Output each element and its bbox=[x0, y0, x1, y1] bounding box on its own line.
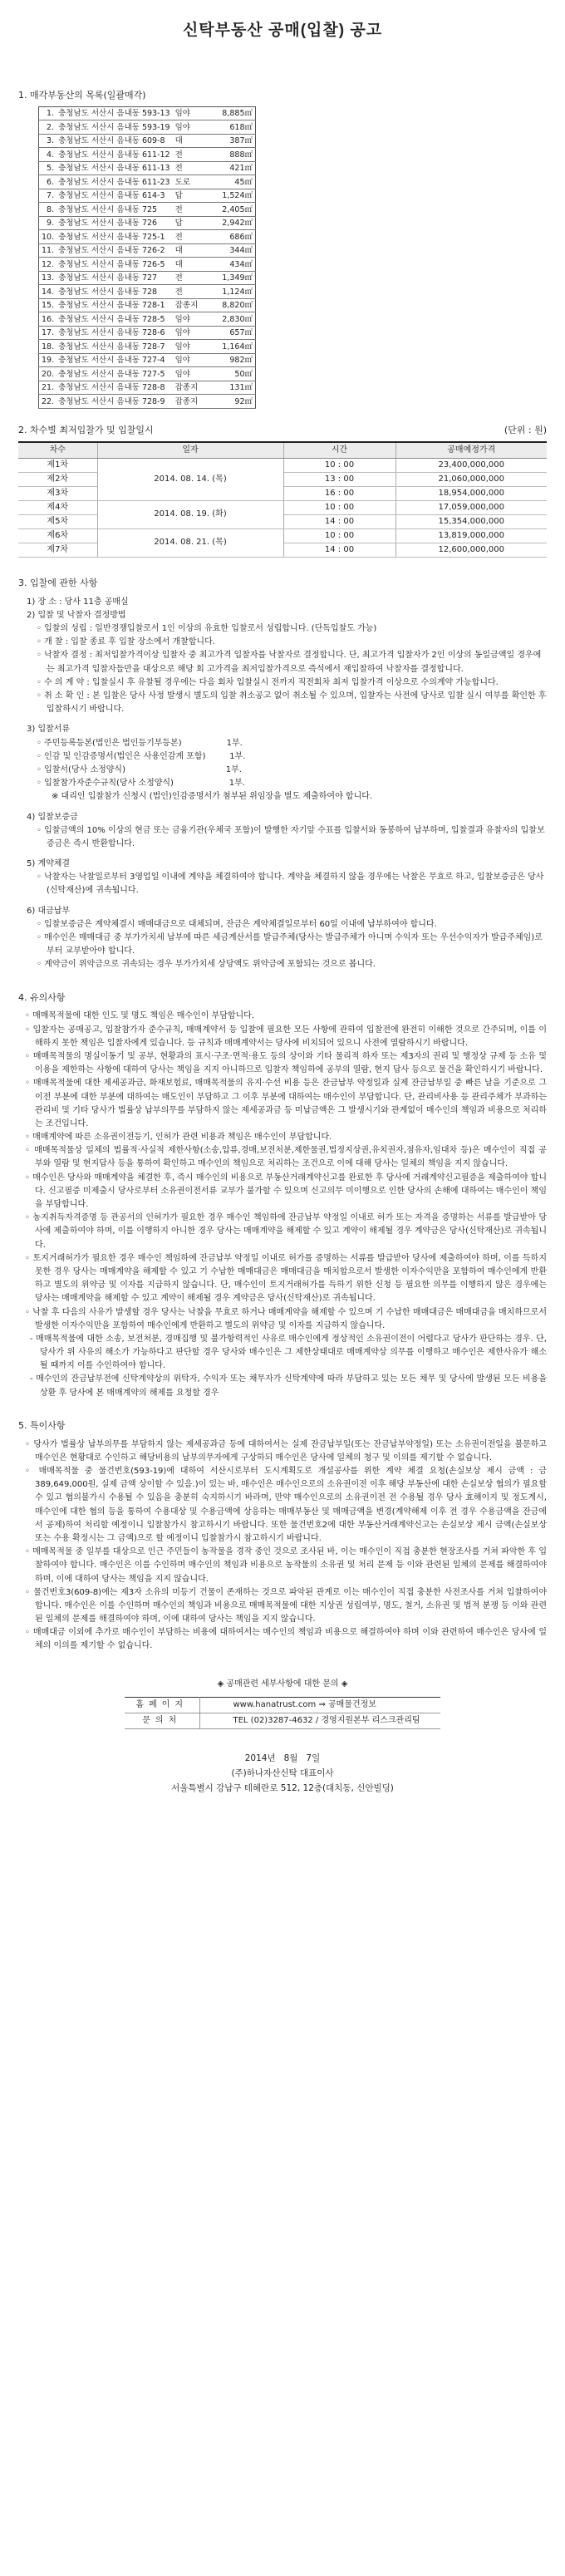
property-no-cell: 14. bbox=[39, 285, 56, 299]
property-addr-cell: 충청남도 서산시 음내동 727-4 bbox=[56, 353, 172, 367]
property-area-cell: 2,405㎡ bbox=[204, 203, 256, 217]
table-row bbox=[39, 230, 256, 244]
property-area-cell: 618㎡ bbox=[204, 120, 256, 135]
property-area-cell: 421㎡ bbox=[204, 161, 256, 175]
price-cell: 13,819,000,000 bbox=[396, 528, 547, 543]
table-row bbox=[39, 258, 256, 272]
subheading: 6) 대금납부 bbox=[27, 906, 71, 916]
caution-item: ◦ 매수인은 당사와 매매계약을 체결한 후, 즉시 매수인의 비용으로 부동산거래계약신고를 완료한 후 당사에 거래계약신고필증을 제출하여야 합니다. 신고필증 미제출시 당사로부터 소유권이전서류 교부가 불가할 수 있으며 신고의무 미이행으로 인한 당사의 손해에 대하여는 매수인이 책임을 부담합니다. bbox=[25, 1172, 547, 1209]
property-cat-cell: 잡종지 bbox=[173, 395, 204, 409]
caution-item: ◦ 낙찰 후 다음의 사유가 발생할 경우 당사는 낙찰을 무효로 하거나 매매계약을 해제할 수 있으며 기 수납한 매매대금은 매매대금을 매치하므로서 발생한 이자수익만을 포함하여 매수인에게 반환하고 별도의 위약금 및 이자를 지급하지 않습니다. bbox=[25, 1307, 547, 1330]
table-row bbox=[39, 340, 256, 354]
property-no-cell: 9. bbox=[39, 216, 56, 230]
bullet-item: ◦ 입찰보증금은 계약체결시 매매대금으로 대체되며, 잔금은 계약체결일로부터 60일 이내에 납부하여야 합니다. bbox=[37, 919, 437, 929]
table-row bbox=[39, 395, 256, 409]
unit-label: (단위 : 원) bbox=[504, 424, 547, 435]
property-addr-cell: 충청남도 서산시 음내동 725-1 bbox=[56, 230, 172, 244]
round-cell: 제5차 bbox=[18, 514, 97, 528]
property-no-cell: 5. bbox=[39, 161, 56, 175]
property-addr-cell: 충청남도 서산시 음내동 726-2 bbox=[56, 243, 172, 258]
property-cat-cell: 도로 bbox=[173, 175, 204, 189]
bullet-item: ◦ 낙찰자는 낙찰일로부터 3영업일 이내에 계약을 체결하여야 합니다. 계약을 체결하지 않을 경우에는 낙찰은 무효로 하고, 입찰보증금은 당사(신탁재산)에 귀속됩니다. bbox=[37, 873, 544, 896]
property-no-cell: 13. bbox=[39, 271, 56, 285]
section-property-list bbox=[18, 89, 547, 409]
property-area-cell: 1,524㎡ bbox=[204, 189, 256, 203]
caution-item: ◦ 매매목적물의 명실이동기 및 공부, 현황과의 표시·구조·면적·용도 등의 상이와 기타 물리적 하자 또는 제3자의 권리 및 행정상 규제 등 소유 및 이용을 제한하는 사항에 대하여 당사는 책임을 지지 아니하므로 입찰자 책임하에 공부의 열람, 현지 답사 등으로 물건을 확인하시기 바랍니다. bbox=[25, 1051, 547, 1075]
property-addr-cell: 충청남도 서산시 음내동 593-19 bbox=[56, 120, 172, 135]
price-cell: 18,954,000,000 bbox=[396, 486, 547, 500]
property-area-cell: 131㎡ bbox=[204, 381, 256, 395]
section-bidding bbox=[18, 576, 547, 972]
caution-item: ◦ 입찰자는 공매공고, 입찰참가자 준수규칙, 매매계약서 등 입찰에 필요한 모든 사항에 관하여 입찰전에 완전히 이해한 것으로 간주되며, 이를 이해하지 못한 책임은 입찰자에게 있습니다. 등 규칙과 매매계약서는 당사에 비치되어 있으니 사전에 열람하시기 바랍니다. bbox=[25, 1025, 547, 1048]
property-cat-cell: 전 bbox=[173, 285, 204, 299]
property-cat-cell: 임야 bbox=[173, 353, 204, 367]
time-cell: 14 : 00 bbox=[283, 543, 396, 557]
property-no-cell: 3. bbox=[39, 134, 56, 148]
round-cell: 제4차 bbox=[18, 500, 97, 514]
table-row bbox=[39, 381, 256, 395]
property-cat-cell: 임야 bbox=[173, 340, 204, 354]
company-name: (주)하나자산신탁 대표이사 bbox=[231, 1768, 334, 1778]
caution-item: ◦ 농지취득자격증명 등 관공서의 인허가가 필요한 경우 매수인 책임하에 잔금납부 약정일 이내로 허가 또는 자격을 증명하는 서류를 발급받아 당사에 제출하여야 하며, 이를 이행하지 아니한 경우 당사는 매매계약을 해제할 수 있고 계약이 해제될 경우 계약금은 당사(신탁재산)로 귀속됩니다. bbox=[25, 1213, 547, 1250]
property-addr-cell: 충청남도 서산시 음내동 728 bbox=[56, 285, 172, 299]
bullet-item: ◦ 수 의 계 약 : 입찰실시 후 유찰될 경우에는 다음 회차 입찰실시 전까지 직전회차 최저 입찰가격 이상으로 수의계약 가능합니다. bbox=[37, 677, 499, 687]
property-area-cell: 657㎡ bbox=[204, 326, 256, 340]
property-cat-cell: 임야 bbox=[173, 326, 204, 340]
property-cat-cell: 대 bbox=[173, 134, 204, 148]
caution-item: ◦ 토지거래허가가 필요한 경우 매수인 책임하에 잔금납부 약정일 이내로 허가를 증명하는 서류를 발급받아 당사에 제출하여야 하며, 이를 득하지 못한 경우 당사는 매매계약을 해제할 수 있고 기 수납한 매매대금은 매매대금을 매치합으로서 발생한 이자수익만을 포함하여 매수인에게 반환하고 별도의 위약금 및 이자를 지급하지 않습니다. 단, 매수인이 토지거래허가를 득하기 위한 신청 등 필요한 의무를 이행하지 않은 경우에는 당사는 매매계약을 해제할 수 있고 계약이 해제될 경우 계약금은 당사(신탁재산)로 귀속됩니다. bbox=[25, 1253, 547, 1304]
bullet-item: ◦ 계약금이 위약금으로 귀속되는 경우 부가가치세 상당액도 위약금에 포함되는 것으로 봅니다. bbox=[37, 960, 376, 970]
property-area-cell: 8,820㎡ bbox=[204, 298, 256, 312]
caution-item: ◦ 매매목적물에 대한 제세공과금, 화재보험료, 매매목적물의 유지·수선 비용 등은 잔금납부 약정일과 실제 잔금납부일 중 빠른 날을 기준으로 그 이전 부분에 대한 부분에 대하여는 매도인이 부담하고 그 이후 부분에 대하여는 매수인이 부담합니다. 단, 관리비사용 등 관리주체가 부과하는 관리비 및 기타 당사가 법률상 납부의무를 부담하지 않는 제세공과금 등 미납금액은 그 발생시기와 관계없이 매수인의 책임과 비용으로 처리하는 조건입니다. bbox=[25, 1079, 547, 1128]
property-addr-cell: 충청남도 서산시 음내동 728-1 bbox=[56, 298, 172, 312]
subheading: 2) 입찰 및 낙찰자 결정방법 bbox=[27, 610, 126, 620]
price-cell: 21,060,000,000 bbox=[396, 472, 547, 486]
page-title: 신탁부동산 공매(입찰) 공고 bbox=[182, 22, 383, 39]
caution-item: ◦ 매매계약에 따른 소유권이전등기, 인허가 관련 비용과 책임은 매수인이 부담합니다. bbox=[25, 1133, 332, 1143]
property-cat-cell: 대 bbox=[173, 258, 204, 272]
property-addr-cell: 충청남도 서산시 음내동 728-5 bbox=[56, 312, 172, 327]
caution-subitem: - 매매목적물에 대한 소송, 보전처분, 경매집행 및 불가항력적인 사유로 매수인에게 정상적인 소유권이전이 어렵다고 당사가 판단하는 경우. 단, 당사가 위 사유의 해소가 가능하다고 판단할 경우 당사와 매수인은 그 제한상태대로 매매계약상 의무를 이행하고 매수인은 제한사유가 해소될 때까지 이를 수인하여야 합니다. bbox=[30, 1334, 547, 1371]
table-row bbox=[39, 175, 256, 189]
table-row bbox=[39, 367, 256, 381]
property-addr-cell: 충청남도 서산시 음내동 726 bbox=[56, 216, 172, 230]
bullet-item: ◦ 입찰금액의 10% 이상의 현금 또는 금융기관(우체국 포함)이 발행한 자기앞 수표를 입찰서와 동봉하여 납부하며, 입찰결과 유찰자의 입찰보증금은 즉시 반환합니다. bbox=[37, 825, 545, 848]
property-cat-cell: 임야 bbox=[173, 106, 204, 120]
homepage-label: 홈페이지 bbox=[125, 1697, 199, 1713]
round-cell: 제7차 bbox=[18, 543, 97, 557]
doc-item: ◦ 입찰서(당사 소정양식) 1부. bbox=[37, 764, 242, 774]
subheading: 5) 계약체결 bbox=[27, 859, 71, 869]
property-cat-cell: 답 bbox=[173, 216, 204, 230]
property-no-cell: 16. bbox=[39, 312, 56, 327]
property-addr-cell: 충청남도 서산시 음내동 728-9 bbox=[56, 395, 172, 409]
caution-subitem: - 매수인의 잔금납부전에 신탁계약상의 위탁자, 수익자 또는 채무자가 신탁계약에 따라 부담하고 있는 모든 채무 및 당사에 발생된 모든 비용을 상환 후 당사에 본 매매계약의 해제를 요청할 경우 bbox=[30, 1374, 547, 1398]
property-cat-cell: 전 bbox=[173, 161, 204, 175]
column-header: 차수 bbox=[18, 442, 97, 458]
section-heading: 4. 유의사항 bbox=[18, 991, 66, 1003]
round-cell: 제2차 bbox=[18, 472, 97, 486]
table-row bbox=[39, 243, 256, 258]
table-row bbox=[39, 216, 256, 230]
property-addr-cell: 충청남도 서산시 음내동 728-6 bbox=[56, 326, 172, 340]
section-cautions bbox=[18, 991, 547, 1400]
price-cell: 15,354,000,000 bbox=[396, 514, 547, 528]
company-address: 서울특별시 강남구 테헤란로 512, 12층(대치동, 신안빌딩) bbox=[171, 1783, 394, 1794]
property-addr-cell: 충청남도 서산시 음내동 611-23 bbox=[56, 175, 172, 189]
date-cell: 2014. 08. 21. (목) bbox=[97, 528, 283, 557]
property-addr-cell: 충청남도 서산시 음내동 725 bbox=[56, 203, 172, 217]
property-cat-cell: 대 bbox=[173, 243, 204, 258]
property-addr-cell: 충청남도 서산시 음내동 614-3 bbox=[56, 189, 172, 203]
property-cat-cell: 전 bbox=[173, 148, 204, 162]
property-cat-cell: 임야 bbox=[173, 312, 204, 327]
property-area-cell: 50㎡ bbox=[204, 367, 256, 381]
table-row bbox=[39, 120, 256, 135]
property-area-cell: 344㎡ bbox=[204, 243, 256, 258]
bullet-item: ◦ 입찰의 성립 : 일반경쟁입찰로서 1인 이상의 유효한 입찰로서 성립합니다. (단독입찰도 가능) bbox=[37, 624, 377, 634]
property-cat-cell: 답 bbox=[173, 189, 204, 203]
section-heading: 1. 매각부동산의 목록(일괄매각) bbox=[18, 89, 146, 101]
property-addr-cell: 충청남도 서산시 음내동 726-5 bbox=[56, 258, 172, 272]
property-cat-cell: 잡종지 bbox=[173, 381, 204, 395]
property-cat-cell: 전 bbox=[173, 230, 204, 244]
schedule-table bbox=[18, 441, 547, 558]
bullet-item: ◦ 낙찰자 결정 : 최저입찰가격이상 입찰자 중 최고가격 입찰자를 낙찰자로 결정합니다. 단, 최고가격 입찰자가 2인 이상의 동일금액일 경우에는 최고가격 입찰자들만을 대상으로 해당 회 고가격을 최저입찰가격으로 즉석에서 재입찰하여 낙찰자를 결정합니다. bbox=[37, 651, 542, 674]
property-no-cell: 22. bbox=[39, 395, 56, 409]
time-cell: 13 : 00 bbox=[283, 472, 396, 486]
column-header: 일자 bbox=[97, 442, 283, 458]
table-row bbox=[39, 161, 256, 175]
table-row bbox=[39, 189, 256, 203]
special-item: ◦ 매매목적물 중 물건번호(593-19)에 대하여 서산시로부터 도시계획도로 개설공사를 위한 계약 체결 요청(손실보상 제시 금액 : 금389,649,000원, 실제 금액 상이할 수 있음.)이 있는 바, 매수인은 매수인으로의 소유권이전 이후 해당 부동산에 대한 손실보상 협의가 필요할 수 있고 협의불가시 수용될 수 있음을 충분히 숙지하시기 바라며, 만약 매수인으로의 소유권이전 전 수용될 경우 당사 효해이지 및 정도계시, 매수인에 대한 협의 등을 통하여 수용대상 및 수용금액에 상응하는 매매부동산 및 매매금액을 변경(계약해제 이후 전 경우 수용금액을 잔금에서 공제)하여 처리할 예정이니 입찰참가시 참고하시기 바랍니다. 또한 물건번호2에 대한 부동산거래계약신고는 손실보상 제시 금액(손실보상 또는 수용 확정시는 그 금액)으로 할 예정이니 입찰참가시 참고하시기 바랍니다. bbox=[25, 1467, 547, 1543]
table-row bbox=[39, 106, 256, 120]
property-area-cell: 982㎡ bbox=[204, 353, 256, 367]
notice-date: 2014년 8월 7일 bbox=[244, 1753, 321, 1763]
inquiry-value: TEL (02)3287-4632 / 경영지원본부 리스크관리팀 bbox=[199, 1713, 440, 1728]
property-area-cell: 1,164㎡ bbox=[204, 340, 256, 354]
property-area-cell: 686㎡ bbox=[204, 230, 256, 244]
property-area-cell: 387㎡ bbox=[204, 134, 256, 148]
doc-item: ◦ 입찰참가자준수규칙(당사 소정양식) 1부. bbox=[37, 779, 245, 789]
property-no-cell: 15. bbox=[39, 298, 56, 312]
property-area-cell: 1,349㎡ bbox=[204, 271, 256, 285]
property-no-cell: 6. bbox=[39, 175, 56, 189]
time-cell: 14 : 00 bbox=[283, 514, 396, 528]
table-row bbox=[39, 285, 256, 299]
property-no-cell: 1. bbox=[39, 106, 56, 120]
date-cell: 2014. 08. 19. (화) bbox=[97, 500, 283, 528]
property-area-cell: 92㎡ bbox=[204, 395, 256, 409]
property-no-cell: 4. bbox=[39, 148, 56, 162]
special-item: ◦ 물건번호3(609-8)에는 제3자 소유의 미등기 건물이 존재하는 것으로 파악된 관계로 이는 매수인이 직접 충분한 사전조사를 거쳐 입찰하여야 합니다. 매수인은 이를 수인하며 매수인의 책임과 비용으로 매매목적물에 대한 지상권 성립여부, 명도, 철거, 소유권 및 법적 분쟁 등 이와 관련된 일체의 문제를 해결하여야 하며, 이에 대하여 당사는 책임을 지지 않습니다. bbox=[25, 1587, 547, 1625]
property-no-cell: 20. bbox=[39, 367, 56, 381]
property-no-cell: 11. bbox=[39, 243, 56, 258]
table-row bbox=[39, 353, 256, 367]
contact-caption: ◈ 공매관련 세부사항에 대한 문의 ◈ bbox=[217, 1679, 348, 1689]
time-cell: 10 : 00 bbox=[283, 458, 396, 472]
price-cell: 17,059,000,000 bbox=[396, 500, 547, 514]
property-addr-cell: 충청남도 서산시 음내동 728-8 bbox=[56, 381, 172, 395]
price-cell: 12,600,000,000 bbox=[396, 543, 547, 557]
property-area-cell: 888㎡ bbox=[204, 148, 256, 162]
property-cat-cell: 임야 bbox=[173, 367, 204, 381]
contact-table bbox=[125, 1697, 440, 1729]
round-cell: 제1차 bbox=[18, 458, 97, 472]
property-addr-cell: 충청남도 서산시 음내동 609-8 bbox=[56, 134, 172, 148]
property-addr-cell: 충청남도 서산시 음내동 593-13 bbox=[56, 106, 172, 120]
special-item: ◦ 매매대금 이외에 추가로 매수인이 부담하는 비용에 대하여서는 매수인의 책임과 비용으로 해결하여야 하며 이와 관련하여 매수인은 당사에 일체의 이의를 제기할 수 없습니다. bbox=[25, 1628, 547, 1651]
subheading: 3) 입찰서류 bbox=[27, 725, 71, 735]
price-cell: 23,400,000,000 bbox=[396, 458, 547, 472]
bullet-item: ◦ 취 소 확 인 : 본 입찰은 당사 사정 발생시 별도의 입찰 취소공고 없이 취소될 수 있으며, 입찰자는 사전에 당사로 입찰 실시 여부를 확인한 후 입찰하시기 바랍니다. bbox=[37, 691, 547, 715]
property-area-cell: 2,830㎡ bbox=[204, 312, 256, 327]
property-area-cell: 1,124㎡ bbox=[204, 285, 256, 299]
property-no-cell: 10. bbox=[39, 230, 56, 244]
property-no-cell: 12. bbox=[39, 258, 56, 272]
doc-item: ◦ 주민등록등본(법인은 법인등기부등본) 1부. bbox=[37, 738, 243, 748]
bidding-place: 1) 장 소 : 당사 11층 공매실 bbox=[27, 597, 129, 607]
round-cell: 제6차 bbox=[18, 528, 97, 543]
section-heading: 2. 차수별 최저입찰가 및 입찰일시 bbox=[18, 424, 154, 435]
property-addr-cell: 충청남도 서산시 음내동 611-12 bbox=[56, 148, 172, 162]
property-addr-cell: 충청남도 서산시 음내동 727 bbox=[56, 271, 172, 285]
special-item: ◦ 당사가 법률상 납부의무를 부담하지 않는 제세공과금 등에 대하여서는 실제 잔금납부일(또는 잔금납부약정일) 또는 소유권이전일을 불문하고 매수인은 현황대로 수인하고 해당비용의 납부의무자에게 구상하되 매수인은 당사에 일체의 청구 및 이의를 제기할 수 없습니다. bbox=[25, 1439, 547, 1463]
column-header: 시간 bbox=[283, 442, 396, 458]
property-area-cell: 434㎡ bbox=[204, 258, 256, 272]
property-area-cell: 2,942㎡ bbox=[204, 216, 256, 230]
section-heading: 3. 입찰에 관한 사항 bbox=[18, 577, 98, 588]
table-row bbox=[18, 528, 547, 543]
inquiry-label: 문의처 bbox=[125, 1713, 199, 1728]
table-row bbox=[39, 312, 256, 327]
table-row bbox=[39, 134, 256, 148]
property-cat-cell: 임야 bbox=[173, 120, 204, 135]
round-cell: 제3차 bbox=[18, 486, 97, 500]
table-row bbox=[39, 148, 256, 162]
special-item: ◦ 매매목적물 중 일부를 대상으로 인근 주민들이 농작물을 경작 중인 것으로 조사된 바, 이는 매수인이 직접 충분한 현장조사를 거쳐 파악한 후 입찰하여야 합니다. 매수인은 이를 수인하며 매수인의 책임과 비용으로 농작물의 소유권 및 처리 문제 등 이와 관련된 일체의 문제를 해결하여야 하며, 이에 대하여 당사는 책임을 지지 않습니다. bbox=[25, 1547, 547, 1584]
time-cell: 10 : 00 bbox=[283, 528, 396, 543]
column-header: 공매예정가격 bbox=[396, 442, 547, 458]
footer bbox=[18, 1751, 547, 1797]
caution-item: ◦ 매매목적물상 일체의 법률적·사실적 제한사항(소송,압류,경매,보전처분,제한물권,법정지상권,유치권자,점유자,임대차 등)은 매수인이 직접 공부와 열람 및 현지답사 등을 통하여 확인하고 매수인의 책임으로 처리하는 조건으로 이에 대해 당사는 일체의 책임을 지지 않습니다. bbox=[25, 1146, 547, 1169]
table-row bbox=[18, 500, 547, 514]
property-no-cell: 19. bbox=[39, 353, 56, 367]
time-cell: 16 : 00 bbox=[283, 486, 396, 500]
property-no-cell: 2. bbox=[39, 120, 56, 135]
property-no-cell: 7. bbox=[39, 189, 56, 203]
caution-item: ◦ 매매목적물에 대한 인도 및 명도 책임은 매수인이 부담합니다. bbox=[25, 1011, 255, 1021]
property-addr-cell: 충청남도 서산시 음내동 611-13 bbox=[56, 161, 172, 175]
property-no-cell: 17. bbox=[39, 326, 56, 340]
section-schedule bbox=[18, 424, 547, 558]
table-row bbox=[18, 458, 547, 472]
property-table bbox=[38, 106, 256, 409]
property-addr-cell: 충청남도 서산시 음내동 727-5 bbox=[56, 367, 172, 381]
table-row bbox=[39, 203, 256, 217]
property-cat-cell: 전 bbox=[173, 271, 204, 285]
property-cat-cell: 전 bbox=[173, 203, 204, 217]
property-area-cell: 45㎡ bbox=[204, 175, 256, 189]
date-cell: 2014. 08. 14. (목) bbox=[97, 458, 283, 500]
subheading: 4) 입찰보증금 bbox=[27, 812, 78, 822]
section-special-notes bbox=[18, 1418, 547, 1654]
table-row bbox=[39, 326, 256, 340]
property-cat-cell: 잡종지 bbox=[173, 298, 204, 312]
bullet-item: ◦ 매수인은 매매대금 중 부가가치세 납부에 따른 세금계산서를 발급주체(당사는 발급주체가 아니며 수익자 또는 우선수익자가 발급주체임)로부터 교부받아야 합니다. bbox=[37, 933, 543, 956]
section-heading: 5. 특이사항 bbox=[18, 1419, 66, 1431]
doc-item: ◦ 인감 및 인감증명서(법인은 사용인감계 포함) 1부. bbox=[37, 751, 246, 761]
property-area-cell: 8,885㎡ bbox=[204, 106, 256, 120]
property-addr-cell: 충청남도 서산시 음내동 728-7 bbox=[56, 340, 172, 354]
time-cell: 10 : 00 bbox=[283, 500, 396, 514]
table-row bbox=[39, 298, 256, 312]
bullet-item: ◦ 개 찰 : 입찰 종료 후 입찰 장소에서 개찰합니다. bbox=[37, 637, 215, 647]
property-no-cell: 21. bbox=[39, 381, 56, 395]
property-no-cell: 8. bbox=[39, 203, 56, 217]
doc-note: ※ 대리인 입찰참가 신청시 (법인)인감증명서가 첨부된 위임장을 별도 제출하여야 합니다. bbox=[52, 792, 373, 802]
property-no-cell: 18. bbox=[39, 340, 56, 354]
homepage-link[interactable]: www.hanatrust.com ⇒ 공매물건정보 bbox=[199, 1697, 440, 1713]
table-row bbox=[39, 271, 256, 285]
